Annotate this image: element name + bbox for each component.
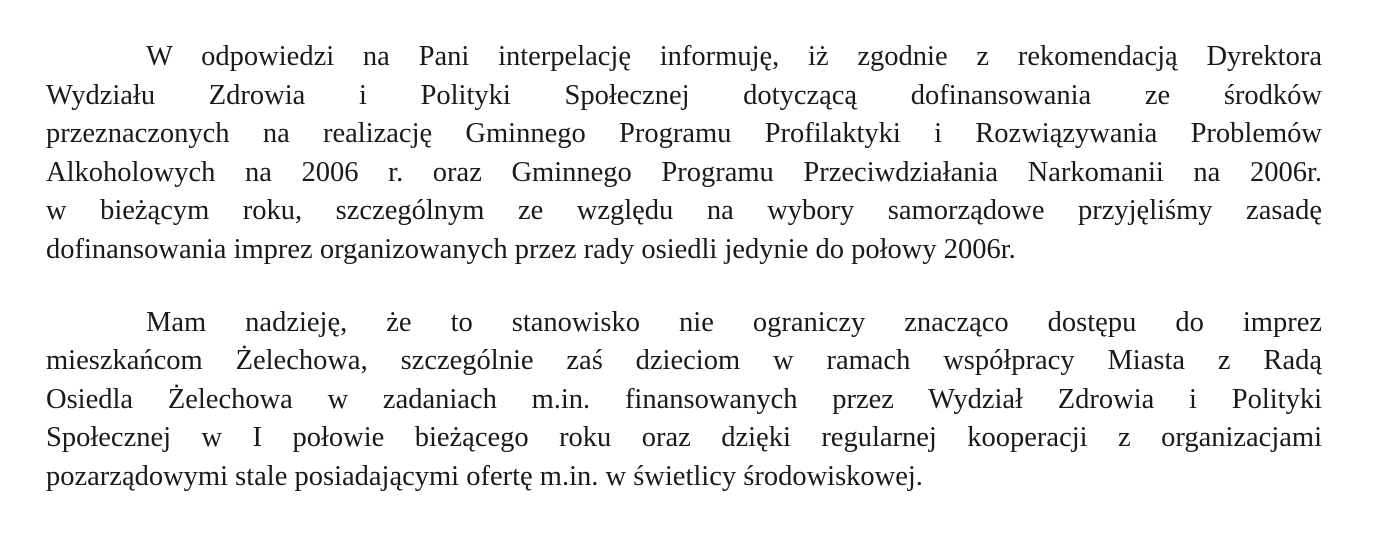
paragraph-line: pozarządowymi stale posiadającymi ofertę m.in. w świetlicy środowiskowej. [46,460,923,492]
paragraph-line: dofinansowania imprez organizowanych przez rady osiedli jedynie do połowy 2006r. [46,233,1016,265]
paragraph-line: przeznaczonych na realizację Gminnego Programu Profilaktyki i Rozwiązywania Problemów [46,118,1322,150]
paragraph-line: Wydziału Zdrowia i Polityki Społecznej dotyczącą dofinansowania ze środków [46,79,1322,111]
paragraph-response [46,38,1322,270]
paragraph-line: Społecznej w I połowie bieżącego roku oraz dzięki regularnej kooperacji z organizacjami [46,422,1322,454]
paragraph-line: W odpowiedzi na Pani interpelację informuję, iż zgodnie z rekomendacją Dyrektora [146,41,1322,72]
paragraph-line: Mam nadzieję, że to stanowisko nie ograniczy znacząco dostępu do imprez [146,306,1322,338]
paragraph-line: mieszkańcom Żelechowa, szczególnie zaś dzieciom w ramach współpracy Miasta z Radą [46,345,1322,377]
paragraph-hope [46,304,1322,497]
paragraph-line: w bieżącym roku, szczególnym ze względu na wybory samorządowe przyjęliśmy zasadę [46,195,1322,227]
paragraph-line: Alkoholowych na 2006 r. oraz Gminnego Programu Przeciwdziałania Narkomanii na 2006r. [46,156,1322,188]
letter-body [46,38,1322,497]
paragraph-line: Osiedla Żelechowa w zadaniach m.in. finansowanych przez Wydział Zdrowia i Polityki [46,383,1322,415]
